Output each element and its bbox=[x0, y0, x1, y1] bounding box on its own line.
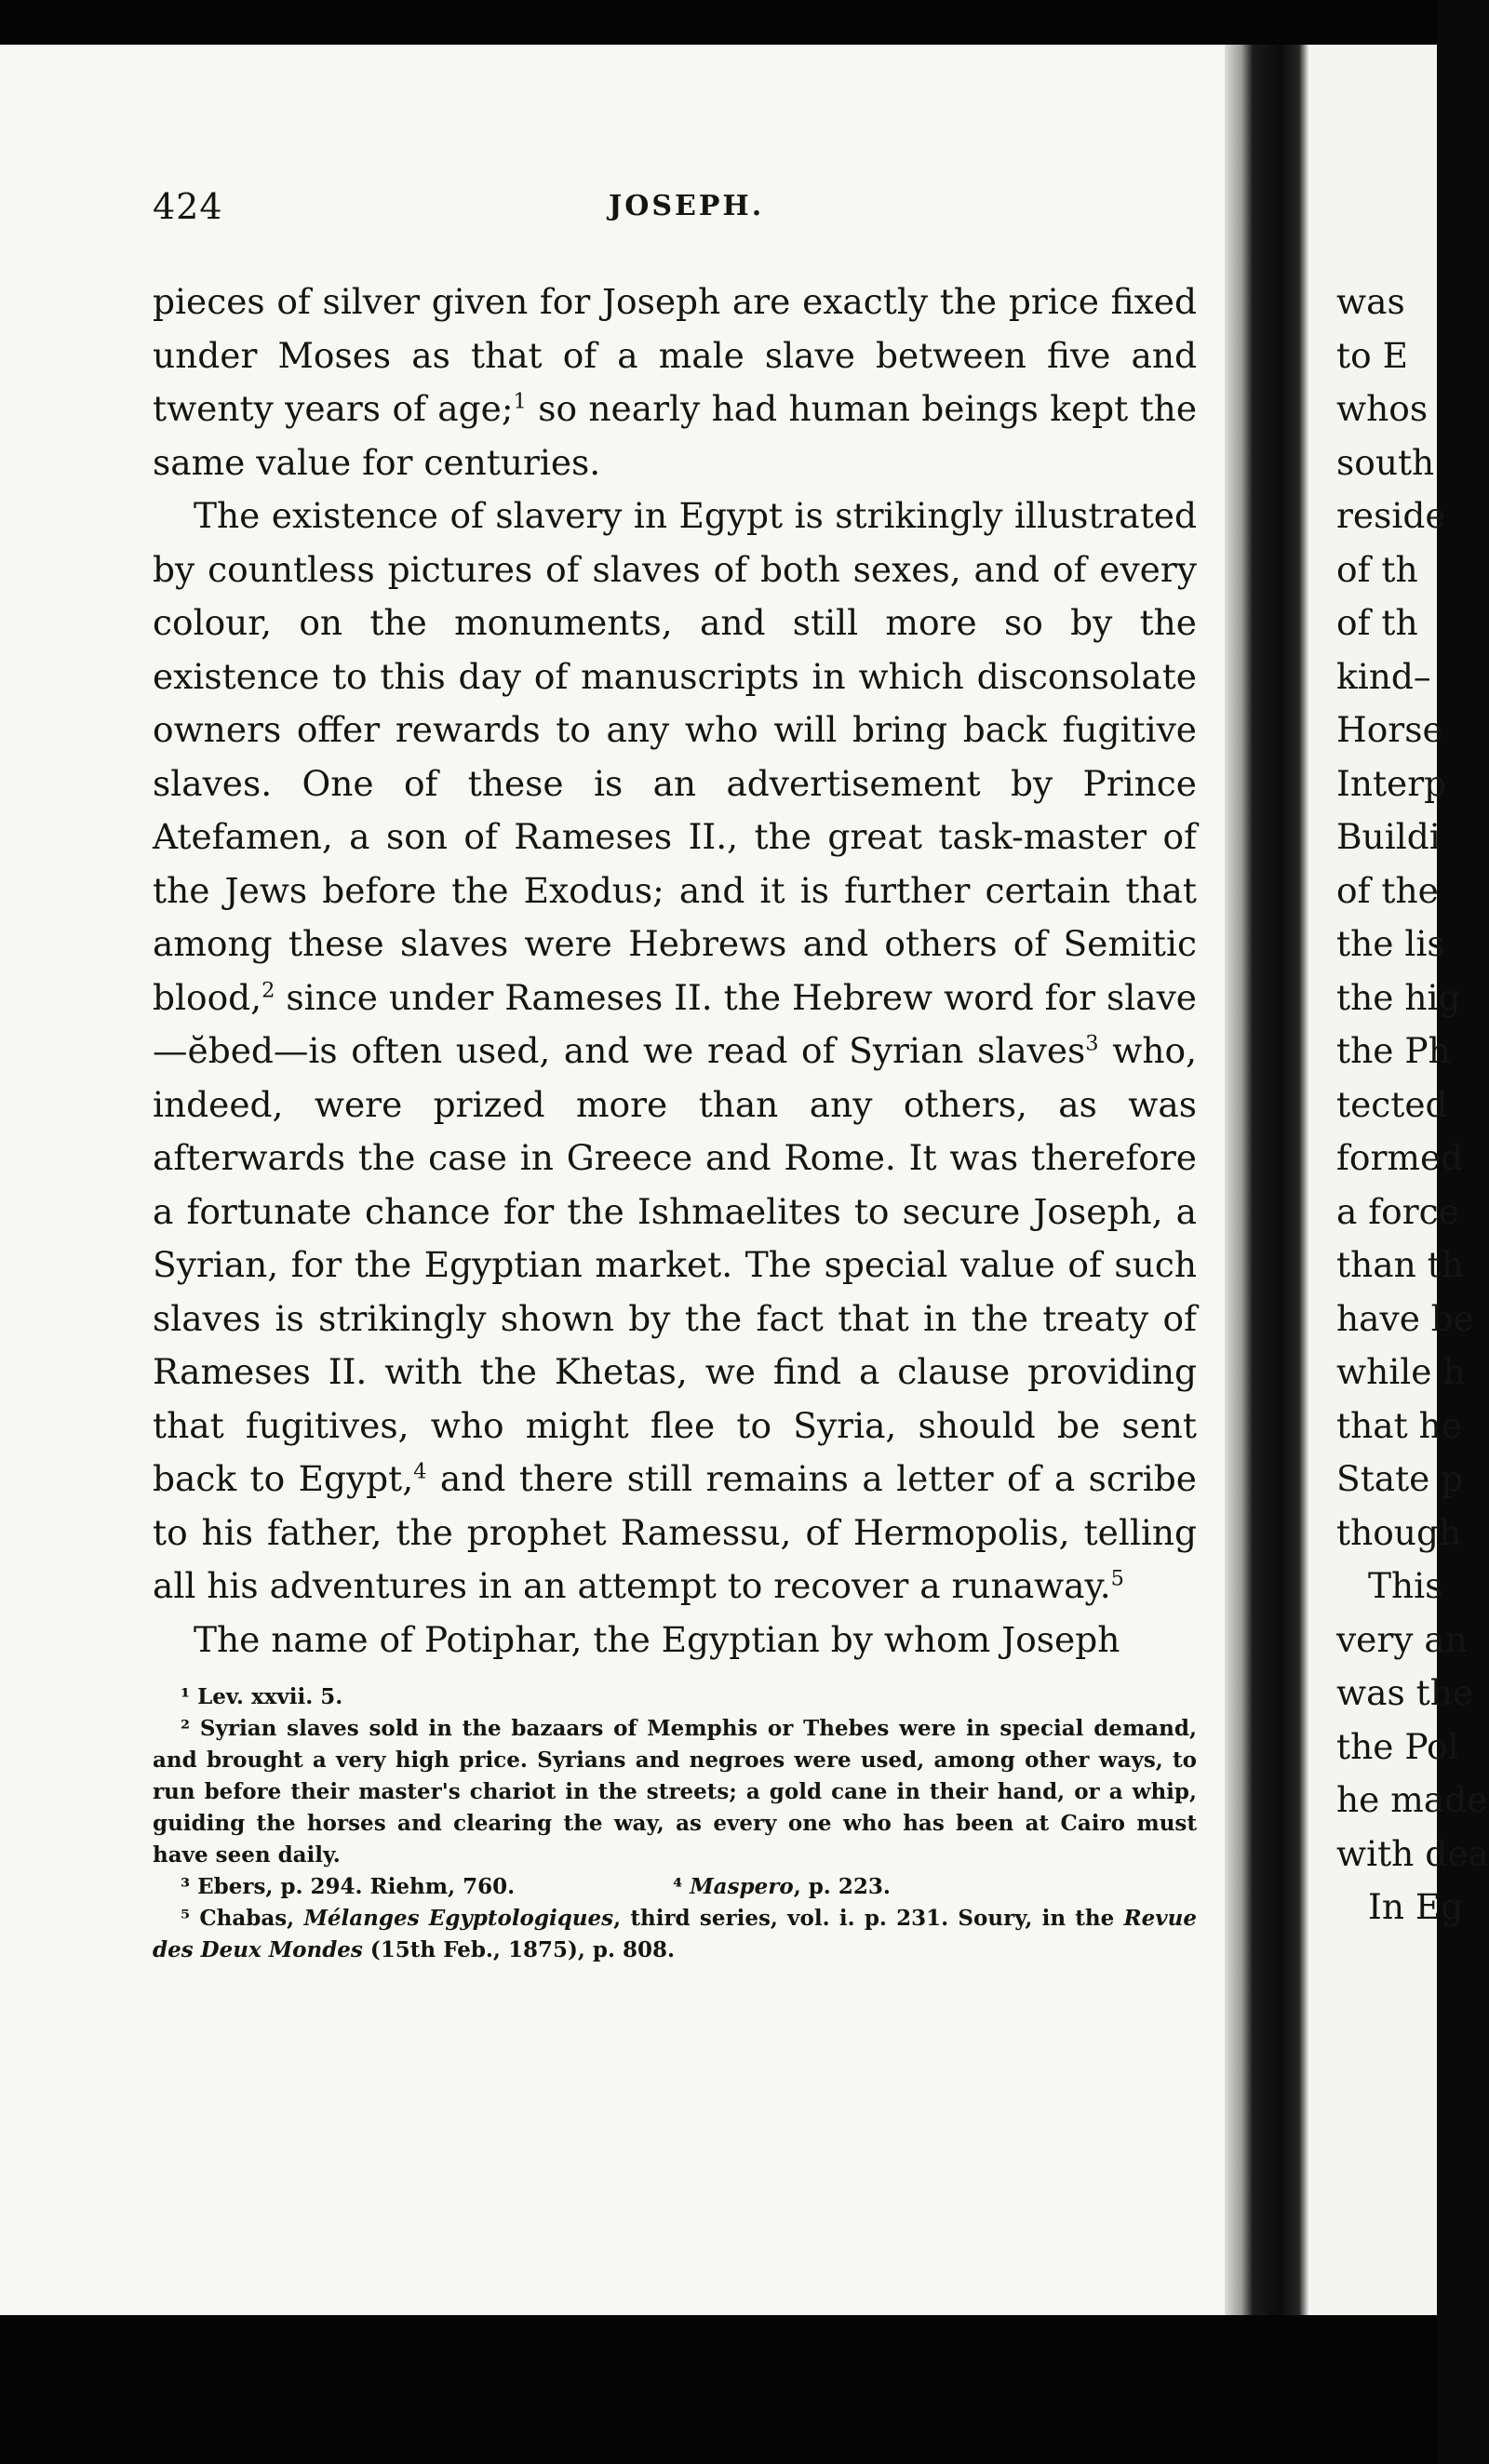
main-text bbox=[153, 275, 1197, 1667]
scan-border-top bbox=[0, 0, 1437, 45]
facing-page-line: to E bbox=[1336, 334, 1408, 376]
footnote-ref: 2 bbox=[262, 978, 275, 1002]
text-run: pieces of silver given for Joseph are exactly the price fixed under Moses as that of a male slave between five and twenty years of age; bbox=[153, 281, 1197, 429]
facing-page-line: the hig bbox=[1336, 976, 1461, 1018]
facing-page-line: of the bbox=[1336, 869, 1439, 911]
text-run: The existence of slavery in Egypt is strikingly illustrated by countless pictures of slaves of both sexes, and of every colour, on the monuments, and still more so by the existence to this day of manuscripts in which disconsolate owners offer rewards to any who will bring back fugitive slaves. One of these is an advertisement by Prince Atefamen, a son of Rameses II., the great task-master of the Jews before the Exodus; and it is further certain that among these slaves were Hebrews and others of Semitic blood, bbox=[153, 495, 1197, 1018]
facing-page-line: the Ph bbox=[1336, 1030, 1451, 1071]
facing-page-line: Buildi bbox=[1336, 816, 1441, 857]
facing-page-line: This bbox=[1368, 1565, 1443, 1606]
book-gutter bbox=[1225, 45, 1308, 2315]
facing-page-line: of th bbox=[1336, 602, 1418, 643]
facing-page-line: Horse bbox=[1336, 709, 1443, 750]
footnotes bbox=[153, 1681, 1197, 1966]
facing-page-line: State p bbox=[1336, 1458, 1464, 1499]
facing-page-line: formed bbox=[1336, 1137, 1464, 1178]
footnote-5-text: ⁵ Chabas, bbox=[181, 1906, 304, 1931]
facing-page-line: than th bbox=[1336, 1244, 1464, 1285]
facing-page-line: was bbox=[1336, 281, 1405, 322]
footnote-2: ² Syrian slaves sold in the bazaars of Memphis or Thebes were in special demand, and brought a very high price. Syrians and negroes were used, among other ways, to run before their master's chariot in the streets; a gold cane in their hand, or a whip, guiding the horses and clearing the way, as every one who has been at Cairo must have seen daily. bbox=[153, 1716, 1197, 1868]
facing-page-line: whos bbox=[1336, 388, 1429, 429]
footnote-5 bbox=[153, 1903, 1197, 1966]
footnote-1: ¹ Lev. xxvii. 5. bbox=[181, 1684, 343, 1709]
facing-page-line: with dea bbox=[1336, 1832, 1489, 1874]
running-title: JOSEPH. bbox=[609, 190, 765, 222]
paragraph bbox=[153, 1614, 1197, 1667]
facing-page-line: the Pol bbox=[1336, 1725, 1459, 1767]
text-run: since under Rameses II. the Hebrew word for slave —ĕbed—is often used, and we read of Syrian slaves bbox=[153, 976, 1197, 1071]
footnote-4-mark: ⁴ bbox=[673, 1874, 691, 1899]
facing-page-line: south bbox=[1336, 441, 1435, 483]
facing-page-line: that he bbox=[1336, 1404, 1462, 1446]
footnote-5-text: (15th Feb., 1875), p. 808. bbox=[362, 1937, 675, 1962]
text-run: and there still remains a letter of a scribe to his father, the prophet Ramessu, of Hermopolis, telling all his adventures in an attempt to recover a runaway. bbox=[153, 1458, 1197, 1606]
footnote-ref: 3 bbox=[1085, 1031, 1099, 1056]
facing-page-line: while h bbox=[1336, 1351, 1466, 1392]
facing-page-line: Interp bbox=[1336, 762, 1447, 804]
facing-page-line: tected bbox=[1336, 1083, 1448, 1125]
paragraph bbox=[153, 275, 1197, 489]
text-run: who, indeed, were prized more than any others, as was afterwards the case in Greece and Rome. It was therefore a fortunate chance for the Ishmaelites to secure Joseph, a Syrian, for the Egyptian market. The special value of such slaves is strikingly shown by the fact that in the treaty of Rameses II. with the Khetas, we find a clause providing that fugitives, who might flee to Syria, should be sent back to Egypt, bbox=[153, 1030, 1197, 1499]
facing-page-line: very an bbox=[1336, 1618, 1468, 1660]
footnote-3: ³ Ebers, p. 294. Riehm, 760. bbox=[181, 1874, 516, 1899]
footnote-3-4 bbox=[153, 1871, 1197, 1903]
footnote-ref: 5 bbox=[1110, 1566, 1124, 1591]
facing-page-line: he made bbox=[1336, 1779, 1488, 1820]
facing-page-line: the lis bbox=[1336, 923, 1445, 964]
footnote-ref: 1 bbox=[513, 389, 527, 414]
facing-page-line: though bbox=[1336, 1511, 1462, 1553]
facing-page-line: reside bbox=[1336, 495, 1446, 536]
text-run: The name of Potiphar, the Egyptian by whom Joseph bbox=[194, 1618, 1120, 1660]
footnote-5-journal: Revue des Deux Mondes bbox=[153, 1906, 1198, 1962]
footnote-ref: 4 bbox=[413, 1459, 427, 1484]
paragraph bbox=[153, 489, 1197, 1614]
footnote-4-author: Maspero bbox=[690, 1874, 794, 1899]
footnote-4-ref: , p. 223. bbox=[793, 1874, 891, 1899]
scan-border-bottom bbox=[0, 2315, 1437, 2464]
footnote-5-text: , third series, vol. i. p. 231. Soury, in the bbox=[613, 1906, 1124, 1931]
running-head bbox=[153, 186, 1195, 242]
footnote-5-title: Mélanges Egyptologiques bbox=[303, 1906, 614, 1931]
facing-page-line: a force bbox=[1336, 1190, 1459, 1232]
facing-page-line: have be bbox=[1336, 1297, 1475, 1339]
page-number: 424 bbox=[153, 186, 223, 227]
facing-page-line: was the bbox=[1336, 1672, 1474, 1713]
facing-page-line: In Eg bbox=[1368, 1886, 1464, 1927]
facing-page-line: of th bbox=[1336, 548, 1418, 590]
text-run: so nearly had human beings kept the same value for centuries. bbox=[153, 388, 1198, 483]
footnote-4 bbox=[645, 1871, 891, 1903]
facing-page-text bbox=[1336, 275, 1489, 1935]
facing-page-line: kind– bbox=[1336, 655, 1431, 697]
